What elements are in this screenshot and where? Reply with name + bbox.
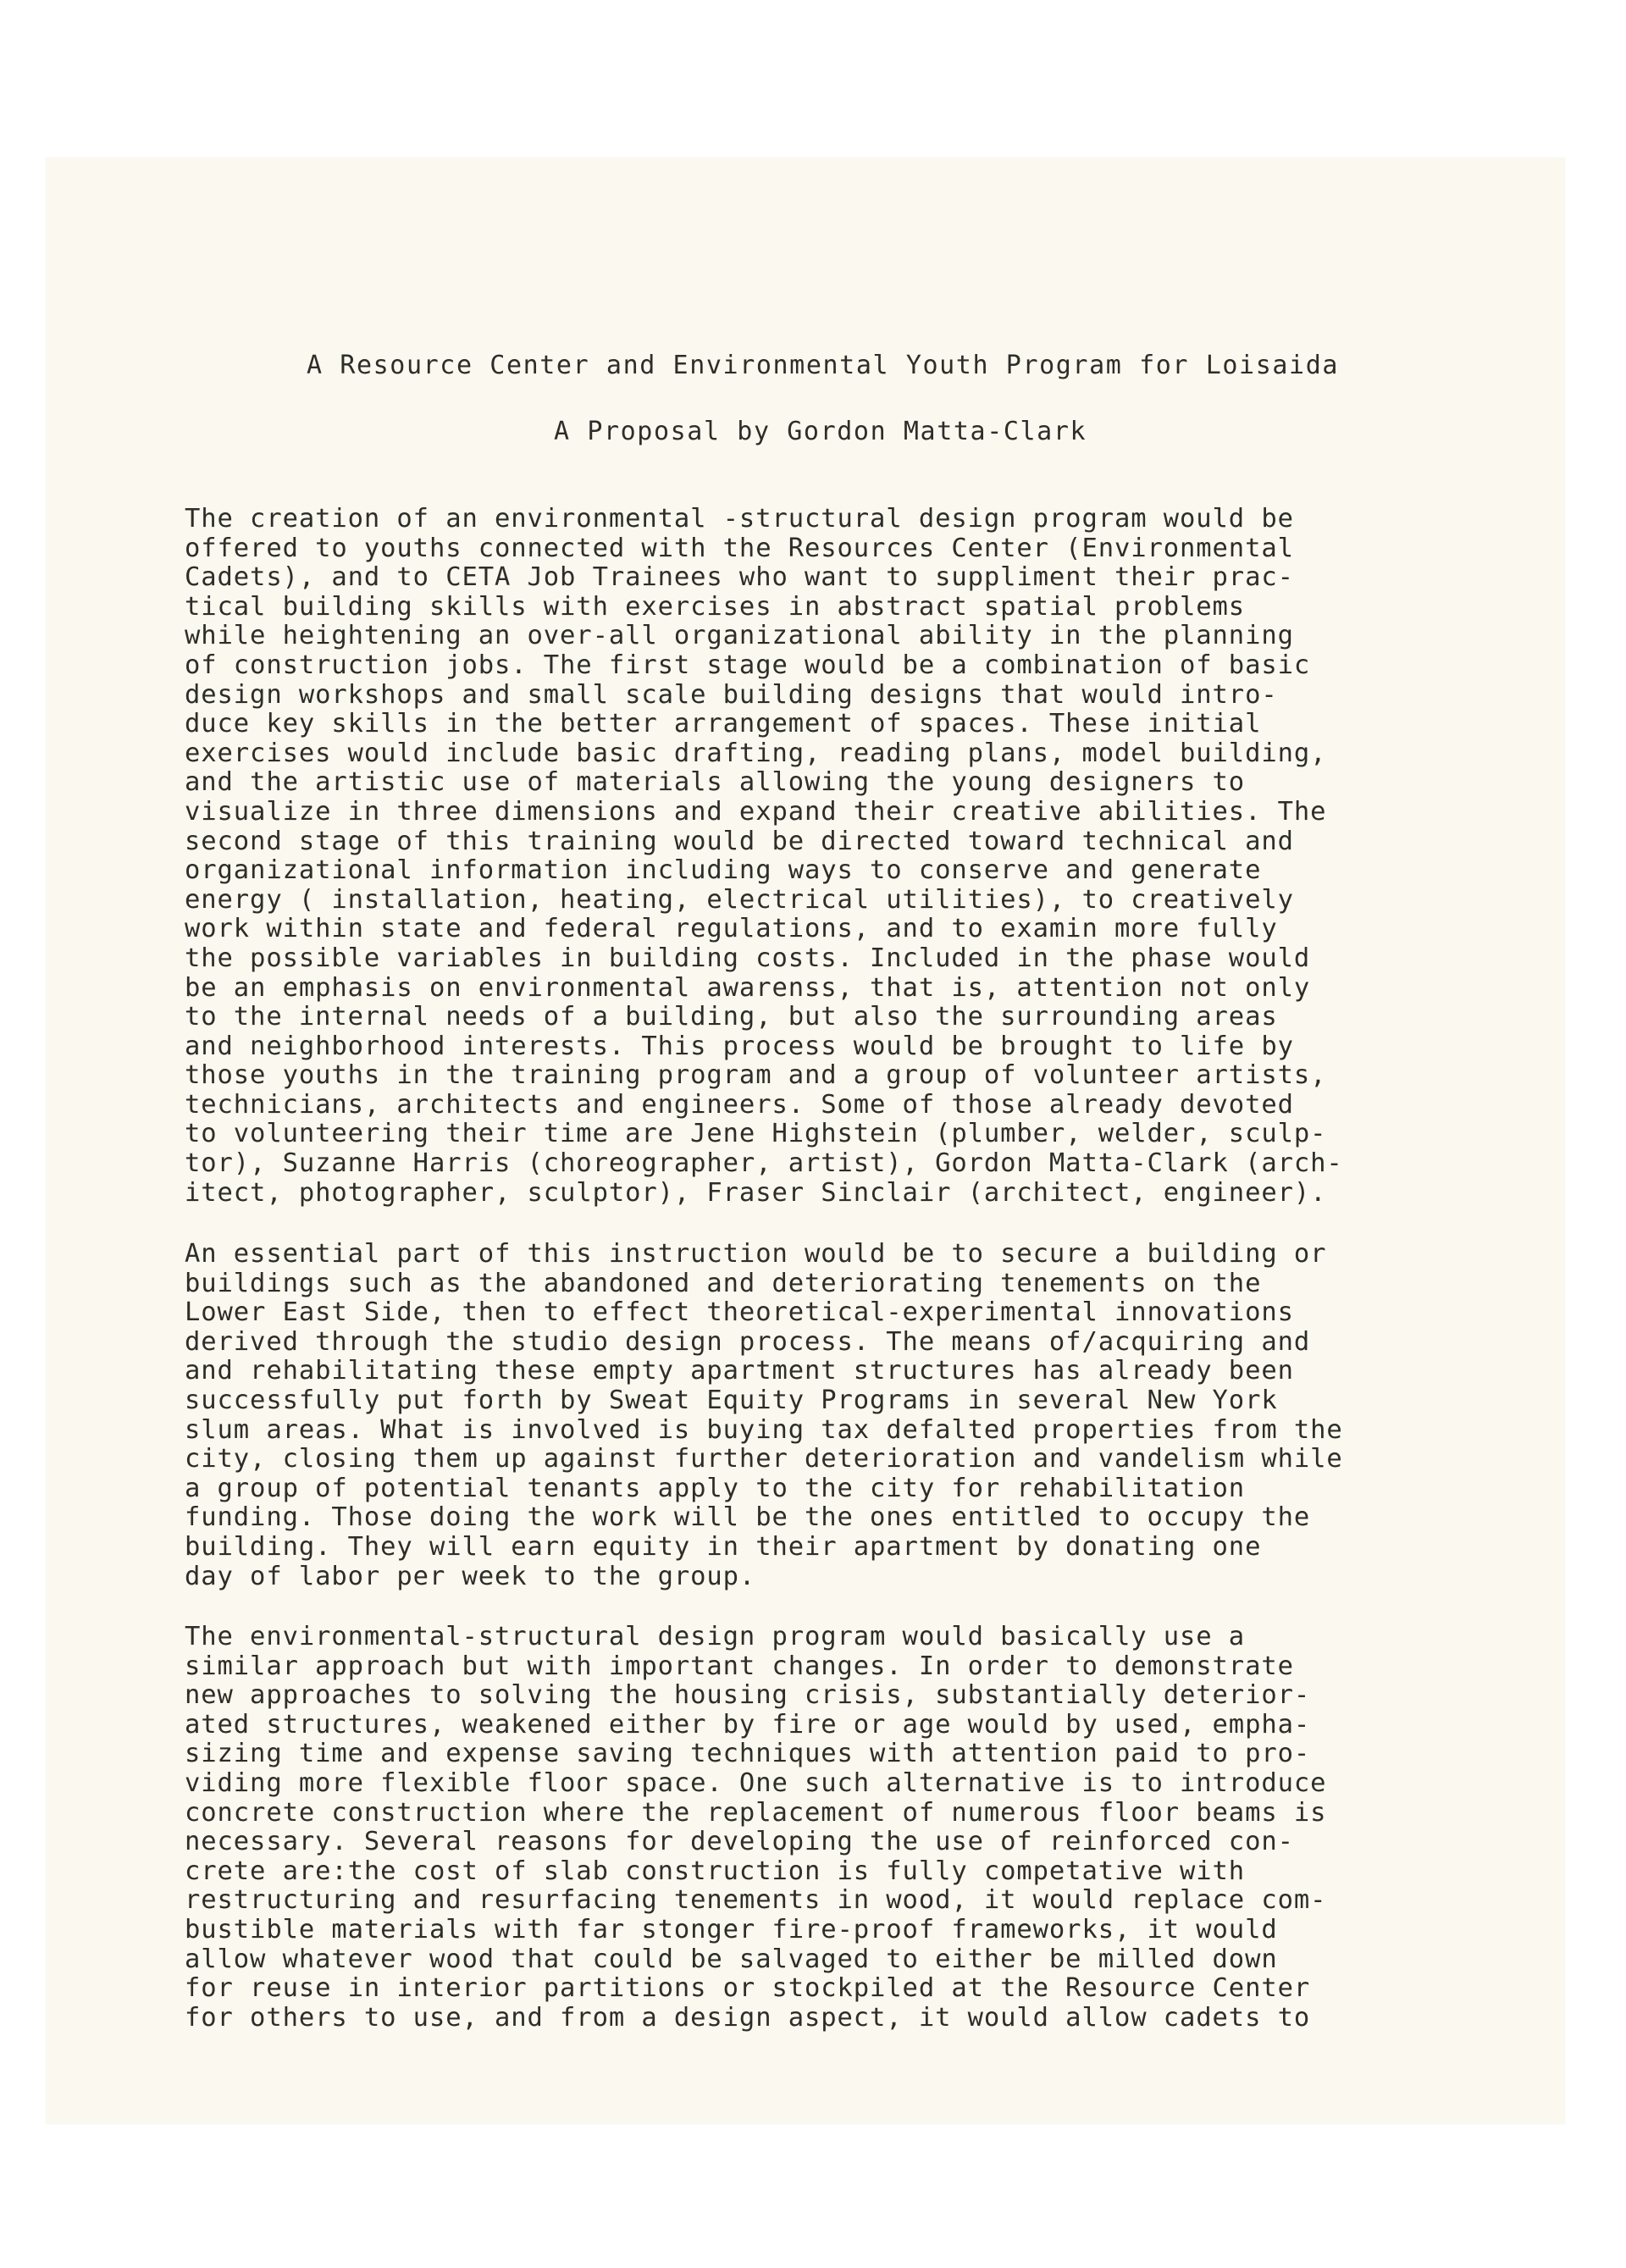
document-page — [46, 158, 1565, 2124]
text-line: derived through the studio design process. The means of/acquiring and — [185, 1326, 1311, 1357]
text-line: to volunteering their time are Jene Highstein (plumber, welder, sculp- — [185, 1119, 1327, 1149]
text-line: The environmental-structural design program would basically use a — [185, 1622, 1246, 1651]
text-line: of construction jobs. The first stage would be a combination of basic — [185, 650, 1311, 680]
text-line: viding more flexible floor space. One such alternative is to introduce — [185, 1767, 1327, 1798]
text-line: crete are:the cost of slab construction is fully competative with — [185, 1856, 1246, 1886]
text-line: offered to youths connected with the Resources Center (Environmental — [185, 533, 1294, 563]
text-line: building. They will earn equity in their apartment by donating one — [185, 1531, 1262, 1562]
text-line: tical building skills with exercises in abstract spatial problems — [185, 591, 1246, 622]
text-line: and neighborhood interests. This process would be brought to life by — [185, 1031, 1294, 1061]
text-line: buildings such as the abandoned and deteriorating tenements on the — [185, 1268, 1262, 1298]
text-line: slum areas. What is involved is buying tax defalted properties from the — [185, 1414, 1343, 1445]
text-line: be an emphasis on environmental awarenss, that is, attention not only — [185, 972, 1311, 1003]
text-line: the possible variables in building costs. Included in the phase would — [185, 943, 1311, 973]
text-line: to the internal needs of a building, but also the surrounding areas — [185, 1002, 1278, 1032]
text-line: duce key skills in the better arrangement of spaces. These initial — [185, 709, 1262, 739]
text-line: allow whatever wood that could be salvaged to either be milled down — [185, 1944, 1278, 1974]
text-line: concrete construction where the replacement of numerous floor beams is — [185, 1797, 1327, 1828]
paragraph-3 — [185, 1623, 1506, 2033]
text-line: those youths in the training program and a group of volunteer artists, — [185, 1060, 1327, 1091]
text-line: similar approach but with important changes. In order to demonstrate — [185, 1651, 1294, 1681]
paragraph-2 — [185, 1240, 1506, 1591]
text-line: design workshops and small scale building designs that would intro- — [185, 679, 1278, 710]
text-line: tor), Suzanne Harris (choreographer, artist), Gordon Matta-Clark (arch- — [185, 1148, 1343, 1179]
text-line: city, closing them up against further deterioration and vandelism while — [185, 1444, 1343, 1474]
text-line: day of labor per week to the group. — [185, 1561, 756, 1591]
text-line: An essential part of this instruction would be to secure a building or — [185, 1239, 1327, 1269]
text-line: for others to use, and from a design aspect, it would allow cadets to — [185, 2002, 1311, 2033]
text-line: second stage of this training would be directed toward technical and — [185, 826, 1294, 856]
document-title: A Resource Center and Environmental Youth Program for Loisaida — [307, 351, 1340, 380]
text-line: restructuring and resurfacing tenements in wood, it would replace com- — [185, 1885, 1327, 1916]
text-line: technicians, architects and engineers. Some of those already devoted — [185, 1089, 1294, 1120]
text-line: itect, photographer, sculptor), Fraser Sinclair (architect, engineer). — [185, 1177, 1327, 1208]
text-line: necessary. Several reasons for developing the use of reinforced con- — [185, 1827, 1294, 1857]
text-line: funding. Those doing the work will be the ones entitled to occupy the — [185, 1502, 1311, 1533]
text-line: and rehabilitating these empty apartment structures has already been — [185, 1356, 1294, 1386]
text-line: ated structures, weakened either by fire or age would by used, empha- — [185, 1709, 1311, 1740]
text-line: Cadets), and to CETA Job Trainees who want to suppliment their prac- — [185, 562, 1294, 593]
text-line: for reuse in interior partitions or stockpiled at the Resource Center — [185, 1973, 1311, 2004]
text-line: Lower East Side, then to effect theoretical-experimental innovations — [185, 1297, 1294, 1328]
text-line: sizing time and expense saving techniques with attention paid to pro- — [185, 1739, 1311, 1769]
document-subtitle: A Proposal by Gordon Matta-Clark — [554, 417, 1087, 446]
text-line: The creation of an environmental -structural design program would be — [185, 504, 1294, 534]
text-line: successfully put forth by Sweat Equity Programs in several New York — [185, 1385, 1278, 1415]
text-line: while heightening an over-all organizational ability in the planning — [185, 621, 1294, 651]
text-line: work within state and federal regulations, and to examin more fully — [185, 914, 1278, 944]
text-line: organizational information including ways to conserve and generate — [185, 855, 1262, 886]
text-line: and the artistic use of materials allowing the young designers to — [185, 767, 1246, 798]
text-line: energy ( installation, heating, electrical utilities), to creatively — [185, 884, 1294, 915]
paragraph-1 — [185, 505, 1506, 1208]
text-line: exercises would include basic drafting, reading plans, model building, — [185, 738, 1327, 768]
text-line: a group of potential tenants apply to the city for rehabilitation — [185, 1473, 1246, 1503]
text-line: visualize in three dimensions and expand their creative abilities. The — [185, 796, 1327, 827]
text-line: new approaches to solving the housing crisis, substantially deterior- — [185, 1680, 1311, 1711]
text-line: bustible materials with far stonger fire-proof frameworks, it would — [185, 1914, 1278, 1944]
